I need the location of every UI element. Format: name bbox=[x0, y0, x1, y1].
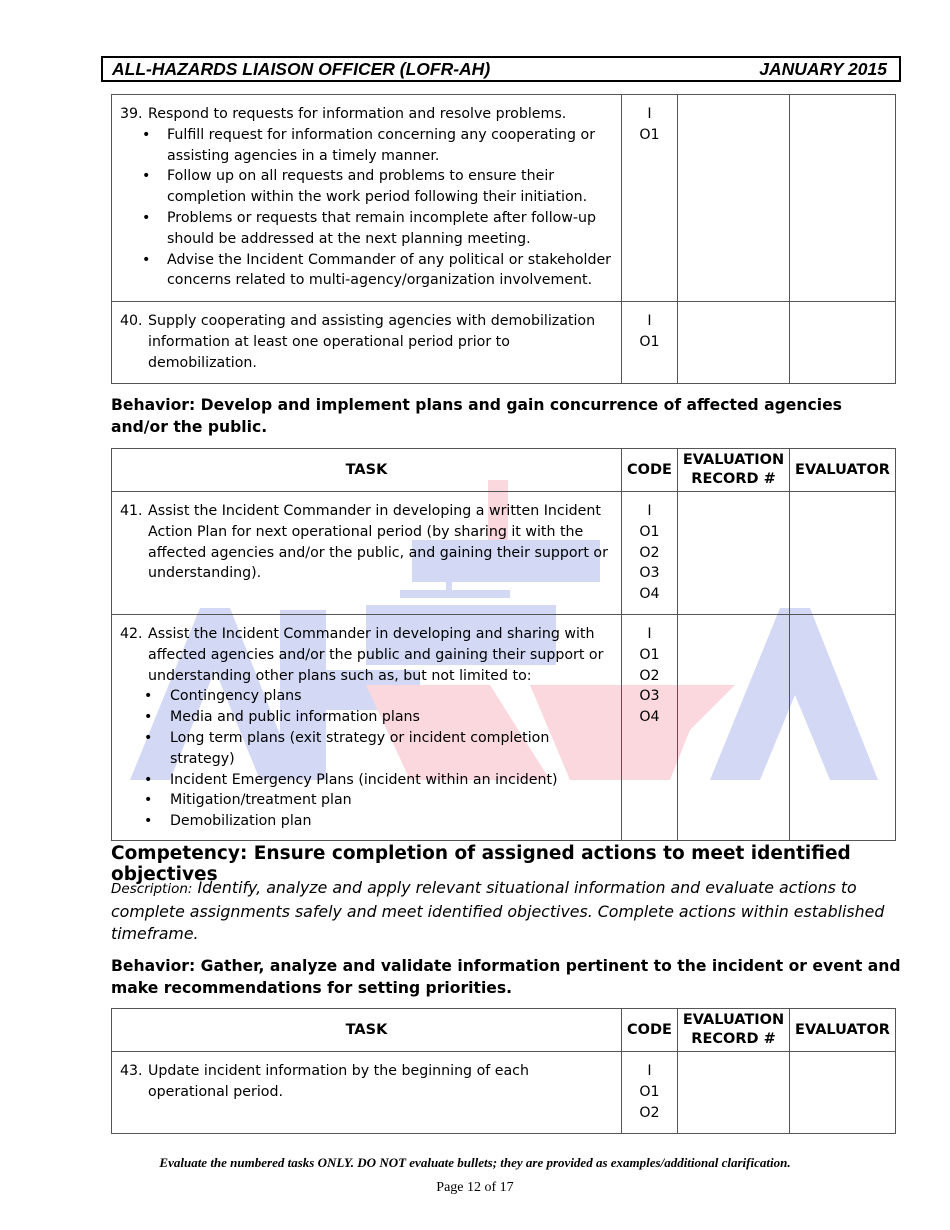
evaluator-cell[interactable] bbox=[790, 492, 896, 615]
task-number: 41. bbox=[120, 503, 143, 519]
task-number: 42. bbox=[120, 626, 143, 642]
task-text: Supply cooperating and assisting agencies with demobilization information at least one operational period prior to demobilization. bbox=[148, 313, 596, 371]
page-header bbox=[101, 56, 901, 82]
evaluator-cell[interactable] bbox=[790, 615, 896, 841]
code-cell bbox=[622, 615, 678, 841]
list-item: • Follow up on all requests and problems to ensure their completion within the work period following their initiation. bbox=[120, 166, 613, 208]
code-value: O1 bbox=[639, 126, 660, 143]
table-row bbox=[112, 615, 896, 841]
table-row bbox=[112, 1052, 896, 1134]
task-cell bbox=[112, 615, 622, 841]
column-header-code: CODE bbox=[622, 1009, 678, 1052]
task-table-continued bbox=[111, 94, 896, 384]
evaluation-record-cell[interactable] bbox=[678, 1052, 790, 1134]
code-value: O3 bbox=[639, 688, 660, 705]
competency-heading: Competency: Ensure completion of assigned actions to meet identified objectives bbox=[111, 843, 851, 885]
header-date: JANUARY 2015 bbox=[759, 58, 887, 79]
list-item: • Demobilization plan bbox=[120, 811, 613, 832]
task-cell bbox=[112, 302, 622, 384]
task-text: Assist the Incident Commander in developing a written Incident Action Plan for next operational period (by sharing it with the affected agencies and/or the public, and gaining their support or understanding). bbox=[148, 503, 608, 582]
column-header-code: CODE bbox=[622, 449, 678, 492]
task-table bbox=[111, 448, 896, 841]
code-cell bbox=[622, 95, 678, 302]
footnote: Evaluate the numbered tasks ONLY. DO NOT evaluate bullets; they are provided as examples/additional clarification. bbox=[159, 1155, 791, 1170]
table-header-row bbox=[112, 449, 896, 492]
code-value: O2 bbox=[639, 544, 660, 561]
code-value: O4 bbox=[639, 586, 660, 603]
task-cell bbox=[112, 95, 622, 302]
evaluator-cell[interactable] bbox=[790, 302, 896, 384]
evaluation-record-cell[interactable] bbox=[678, 615, 790, 841]
list-item: • Long term plans (exit strategy or incident completion strategy) bbox=[120, 728, 613, 770]
evaluation-record-cell[interactable] bbox=[678, 302, 790, 384]
code-value: O4 bbox=[639, 709, 660, 726]
header-title: ALL-HAZARDS LIAISON OFFICER (LOFR-AH) bbox=[112, 58, 491, 79]
code-value: O1 bbox=[639, 646, 660, 663]
list-item: • Fulfill request for information concerning any cooperating or assisting agencies in a timely manner. bbox=[120, 125, 613, 167]
code-value: O1 bbox=[639, 333, 660, 350]
column-header-evaluation-record: EVALUATION RECORD # bbox=[678, 449, 790, 492]
task-cell bbox=[112, 492, 622, 615]
code-value: O1 bbox=[639, 523, 660, 540]
column-header-evaluator: EVALUATOR bbox=[790, 449, 896, 492]
evaluator-cell[interactable] bbox=[790, 1052, 896, 1134]
list-item: • Incident Emergency Plans (incident within an incident) bbox=[120, 770, 613, 791]
code-value: I bbox=[647, 1063, 652, 1079]
code-value: O2 bbox=[639, 667, 660, 684]
task-cell bbox=[112, 1052, 622, 1134]
column-header-evaluator: EVALUATOR bbox=[790, 1009, 896, 1052]
code-cell bbox=[622, 302, 678, 384]
code-value: O3 bbox=[639, 565, 660, 582]
list-item: • Media and public information plans bbox=[120, 707, 613, 728]
table-row bbox=[112, 95, 896, 302]
task-text: Update incident information by the beginning of each operational period. bbox=[148, 1063, 529, 1100]
task-text: Assist the Incident Commander in developing and sharing with affected agencies and/or the public and gaining their support or understanding other plans such as, but not limited to: bbox=[148, 626, 604, 684]
page-number: Page 12 of 17 bbox=[436, 1180, 514, 1195]
table-row bbox=[112, 302, 896, 384]
code-cell bbox=[622, 492, 678, 615]
evaluator-cell[interactable] bbox=[790, 95, 896, 302]
behavior-heading: Behavior: Gather, analyze and validate information pertinent to the incident or event and make recommendations for setting priorities. bbox=[111, 957, 901, 997]
code-cell bbox=[622, 1052, 678, 1134]
code-value: O2 bbox=[639, 1104, 660, 1121]
evaluation-record-cell[interactable] bbox=[678, 492, 790, 615]
list-item: • Advise the Incident Commander of any political or stakeholder concerns related to multi-agency/organization involvement. bbox=[120, 250, 613, 292]
table-header-row bbox=[112, 1009, 896, 1052]
column-header-evaluation-record: EVALUATION RECORD # bbox=[678, 1009, 790, 1052]
task-number: 40. bbox=[120, 313, 143, 329]
table-row bbox=[112, 492, 896, 615]
competency-description bbox=[111, 877, 901, 946]
column-header-task: TASK bbox=[112, 449, 622, 492]
task-table bbox=[111, 1008, 896, 1134]
code-value: I bbox=[647, 313, 652, 329]
list-item: • Mitigation/treatment plan bbox=[120, 790, 613, 811]
evaluation-record-cell[interactable] bbox=[678, 95, 790, 302]
behavior-heading: Behavior: Develop and implement plans and gain concurrence of affected agencies and/or the public. bbox=[111, 396, 842, 436]
list-item: • Contingency plans bbox=[120, 686, 613, 707]
description-text: Identify, analyze and apply relevant situational information and evaluate actions to complete assignments safely and meet identified objectives. Complete actions within established timeframe. bbox=[111, 878, 885, 943]
code-value: I bbox=[647, 503, 652, 519]
code-value: O1 bbox=[639, 1083, 660, 1100]
task-number: 39. bbox=[120, 106, 143, 122]
list-item: • Problems or requests that remain incomplete after follow-up should be addressed at the next planning meeting. bbox=[120, 208, 613, 250]
code-value: I bbox=[647, 626, 652, 642]
code-value: I bbox=[647, 106, 652, 122]
description-label: Description: bbox=[111, 881, 193, 897]
task-number: 43. bbox=[120, 1063, 143, 1079]
column-header-task: TASK bbox=[112, 1009, 622, 1052]
task-text: Respond to requests for information and resolve problems. bbox=[148, 106, 567, 122]
